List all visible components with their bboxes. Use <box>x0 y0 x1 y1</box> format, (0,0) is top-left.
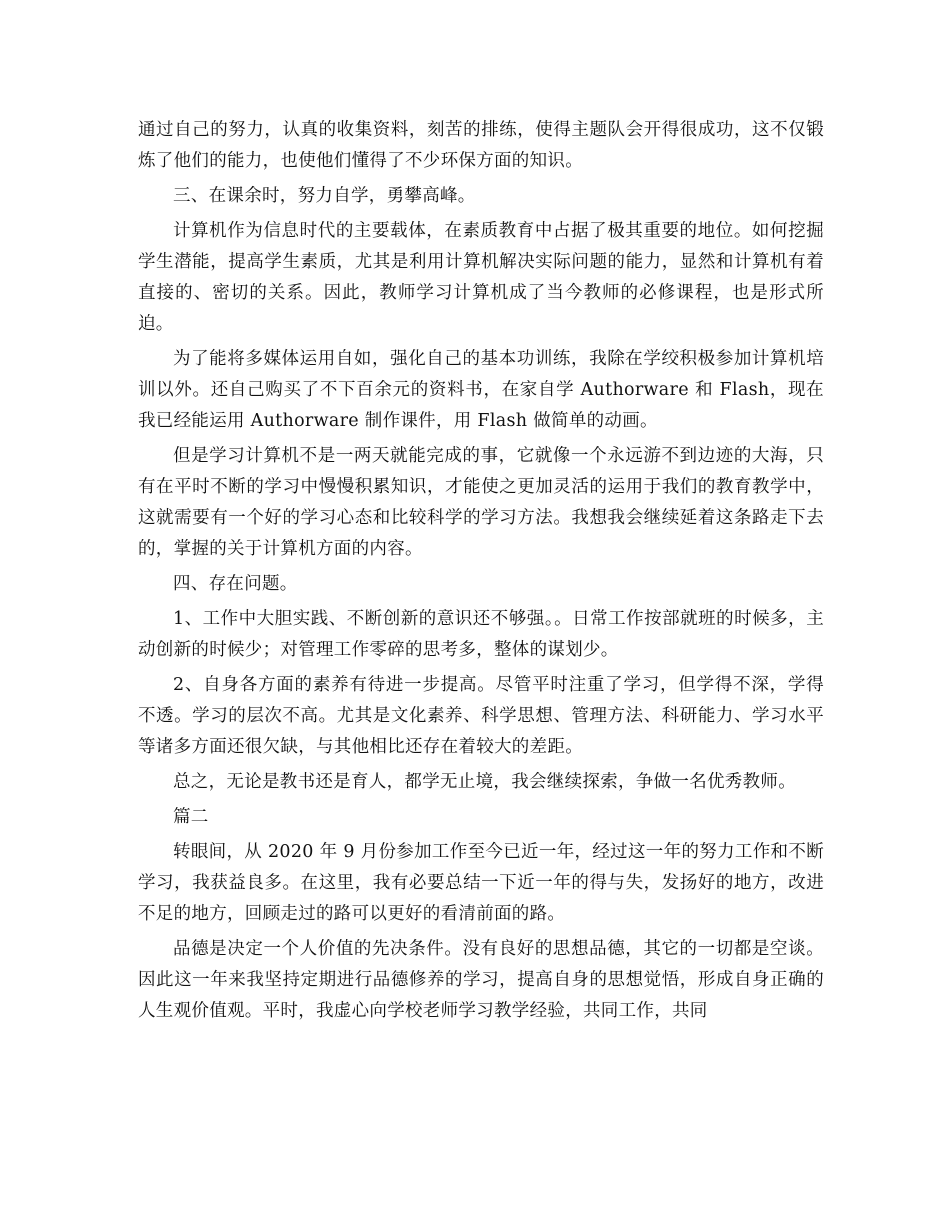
paragraph: 品德是决定一个人价值的先决条件。没有良好的思想品德，其它的一切都是空谈。因此这一年来我坚持定期进行品德修养的学习，提高自身的思想觉悟，形成自身正确的人生观价值观。平时，我虚心向学校老师学习教学经验，共同工作，共同 <box>138 939 824 1021</box>
paragraph: 计算机作为信息时代的主要载体，在素质教育中占据了极其重要的地位。如何挖掘学生潜能，提高学生素质，尤其是利用计算机解决实际问题的能力，显然和计算机有着直接的、密切的关系。因此，教师学习计算机成了当今教师的必修课程，也是形式所迫。 <box>138 221 824 334</box>
paragraph: 但是学习计算机不是一两天就能完成的事，它就像一个永远游不到边迹的大海，只有在平时不断的学习中慢慢积累知识，才能使之更加灵活的运用于我们的教育教学中，这就需要有一个好的学习心态和比较科学的学习方法。我想我会继续延着这条路走下去的，掌握的关于计算机方面的内容。 <box>138 446 824 559</box>
paragraph: 转眼间，从 2020 年 9 月份参加工作至今已近一年，经过这一年的努力工作和不断学习，我获益良多。在这里，我有必要总结一下近一年的得与失，发扬好的地方，改进不足的地方，回顾走过的路可以更好的看清前面的路。 <box>138 842 824 924</box>
paragraph: 总之，无论是教书还是育人，都学无止境，我会继续探索，争做一名优秀教师。 <box>173 772 796 792</box>
paragraph: 2、自身各方面的素养有待进一步提高。尽管平时注重了学习，但学得不深，学得不透。学习的层次不高。尤其是文化素养、科学思想、管理方法、科研能力、学习水平等诸多方面还很欠缺，与其他相比还存在着较大的差距。 <box>138 675 824 757</box>
section-heading: 三、在课余时，努力自学，勇攀高峰。 <box>173 186 476 206</box>
section-heading: 篇二 <box>173 807 209 827</box>
document-body <box>138 115 824 1031</box>
section-heading: 四、存在问题。 <box>173 574 298 594</box>
paragraph: 为了能将多媒体运用自如，强化自己的基本功训练，我除在学绞积极参加计算机培训以外。还自己购买了不下百余元的资料书，在家自学 Authorware 和 Flash，现在我已经能运用 Authorware 制作课件，用 Flash 做简单的动画。 <box>138 349 824 431</box>
paragraph: 通过自己的努力，认真的收集资料，刻苦的排练，使得主题队会开得很成功，这不仅锻炼了他们的能力，也使他们懂得了不少环保方面的知识。 <box>138 120 824 171</box>
paragraph: 1、工作中大胆实践、不断创新的意识还不够强。。日常工作按部就班的时候多，主动创新的时候少；对管理工作零碎的思考多，整体的谋划少。 <box>138 609 824 660</box>
